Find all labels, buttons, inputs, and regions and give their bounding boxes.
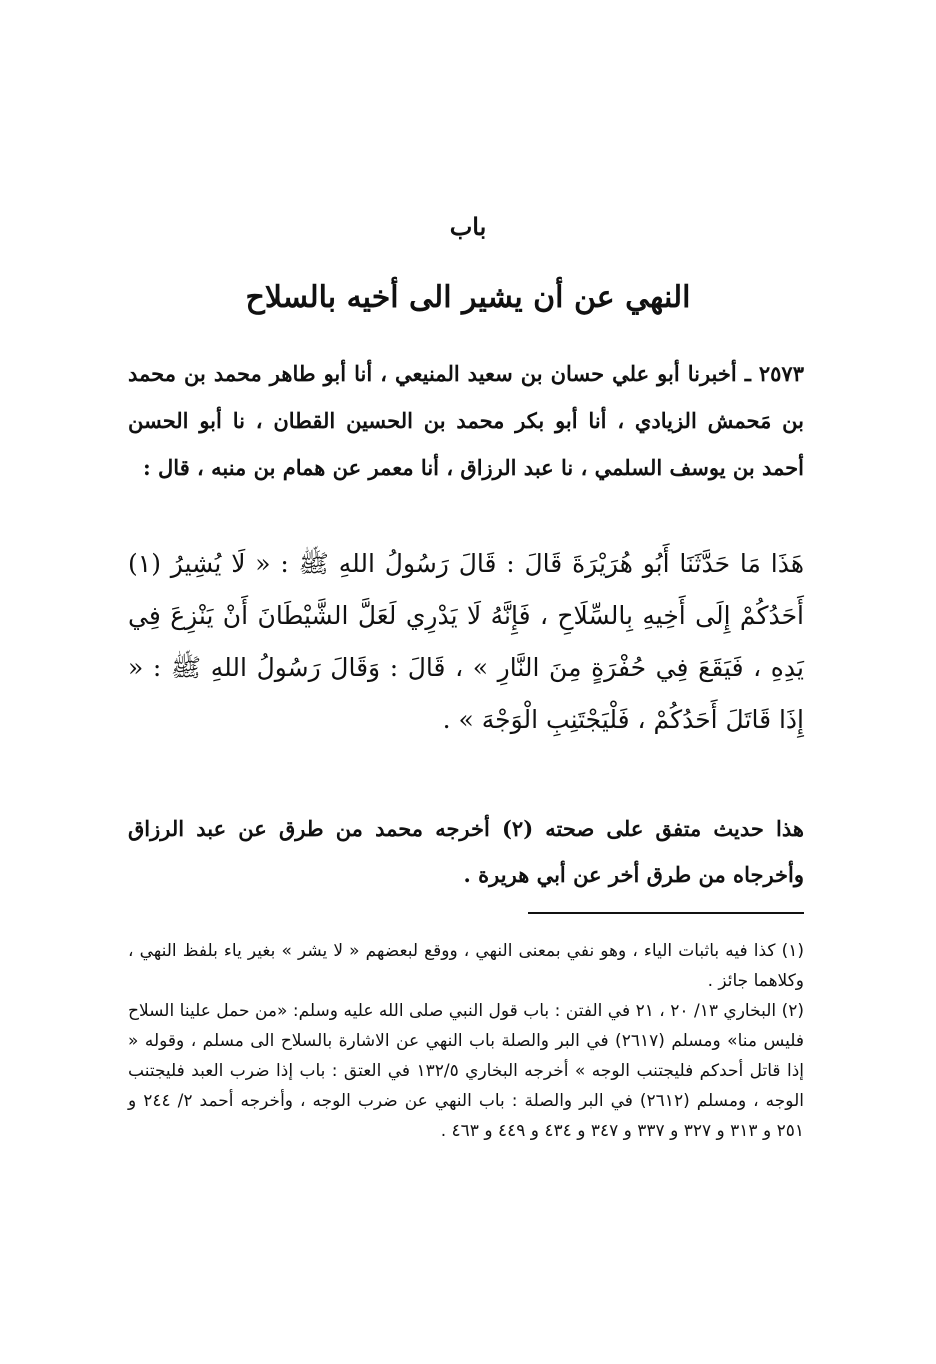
hadith-matn: هَذَا مَا حَدَّثَنَا أَبُو هُرَيْرَةَ قَالَ : قَالَ رَسُولُ اللهِ ﷺ : « لَا يُشِيرُ (١) أَحَدُكُمْ إِلَى أَخِيهِ بِالسِّلَاحِ ، فَإِنَّهُ لَا يَدْرِي لَعَلَّ الشَّيْطَانَ أَنْ يَنْزِعَ فِي يَدِهِ ، فَيَقَعَ فِي حُفْرَةٍ مِنَ النَّارِ » ، قَالَ : وَقَالَ رَسُولُ اللهِ ﷺ : « إِذَا قَاتَلَ أَحَدُكُمْ ، فَلْيَجْتَنِبِ الْوَجْهَ » . [128,549,804,734]
isnad-text: أخبرنا أبو علي حسان بن سعيد المنيعي ، أنا أبو طاهر محمد بن محمد بن مَحمش الزيادي ، أنا أبو بكر محمد بن الحسين القطان ، نا أبو الحسن أحمد بن يوسف السلمي ، نا عبد الرزاق ، أنا معمر عن همام بن منبه ، قال : [128,361,804,480]
hadith-number: ٢٥٧٣ ـ [744,361,804,386]
footnote [128,936,804,996]
hadith-commentary: هذا حديث متفق على صحته (٢) أخرجه محمد من طرق عن عبد الرزاق وأخرجاه من طرق أخر عن أبي هريرة . [128,816,804,887]
footnote-marker: (١) [781,941,805,961]
chapter-label: باب [449,212,487,241]
hadith-isnad [128,350,804,491]
footnote-marker: (٢) [781,1001,805,1021]
chapter-title: النهي عن أن يشير الى أخيه بالسلاح [245,280,691,315]
footnote-text: كذا فيه باثبات الياء ، وهو نفي بمعنى النهي ، ووقع لبعضهم « لا يشر » بغير ياء بلفظ النهي ، وكلاهما جائز . [128,941,804,991]
footnote-text: البخاري ١٣/ ٢٠ ، ٢١ في الفتن : باب قول النبي صلى الله عليه وسلم: «من حمل علينا السلاح فليس منا» ومسلم (٢٦١٧) في البر والصلة باب النهي عن الاشارة بالسلاح الى مسلم ، وقوله « إذا قاتل أحدكم فليجتنب الوجه » أخرجه البخاري ١٣٢/٥ في العتق : باب إذا ضرب العبد فليجتنب الوجه ، ومسلم (٢٦١٢) في البر والصلة : باب النهي عن ضرب الوجه ، وأخرجه أحمد ٢/ ٢٤٤ و ٢٥١ و ٣١٣ و ٣٢٧ و ٣٣٧ و ٣٤٧ و ٤٣٤ و ٤٤٩ و ٤٦٣ . [128,1001,805,1141]
footnote [128,996,804,1146]
footnote-separator [528,912,804,914]
footnotes [128,936,804,1146]
